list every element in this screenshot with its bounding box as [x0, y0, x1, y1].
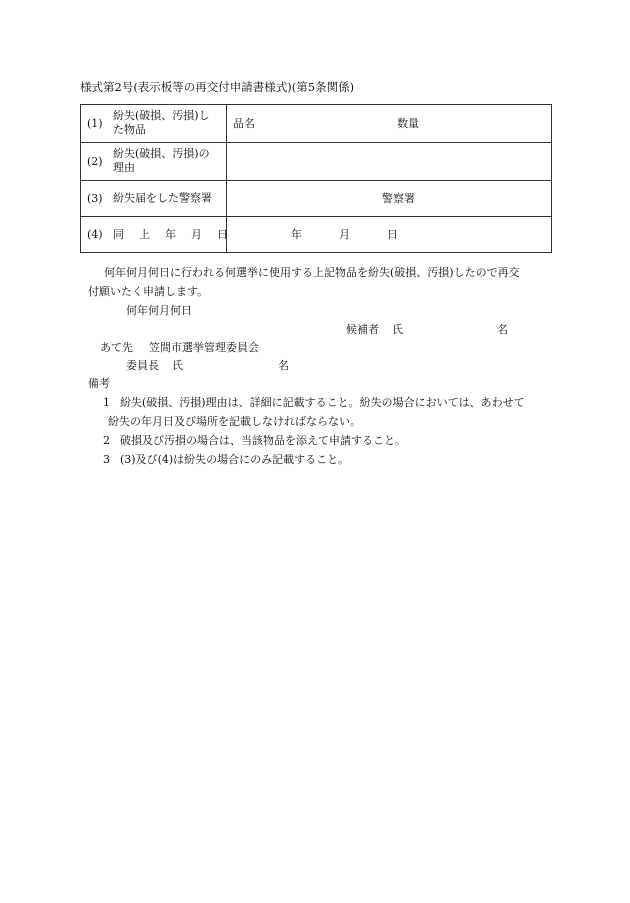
quantity-label: 数量 — [397, 116, 419, 130]
table-row-reason — [81, 143, 552, 181]
row-header — [81, 105, 227, 143]
addressee-prefix: あて先 — [100, 341, 133, 354]
day-label: 日 — [387, 227, 398, 241]
year-label: 年 — [291, 227, 302, 241]
item-name-label: 品名 — [233, 116, 255, 130]
row-header — [81, 181, 227, 217]
application-date: 何年何月何日 — [126, 304, 192, 317]
candidate-label: 候補者 — [346, 323, 379, 336]
row-number: (2) — [87, 154, 103, 168]
application-text-line2: 付願いたく申請します。 — [88, 285, 209, 298]
police-station-label: 警察署 — [382, 191, 415, 205]
row-label: 紛失届をした警察署 — [113, 191, 212, 205]
note-1-number: 1 — [103, 396, 110, 409]
date-field[interactable] — [227, 217, 552, 253]
candidate-mei: 名 — [497, 323, 508, 336]
row-header — [81, 217, 227, 253]
month-label: 月 — [339, 227, 350, 241]
note-1-line2: 紛失の年月日及び場所を記載しなければならない。 — [108, 415, 361, 428]
note-2-number: 2 — [103, 434, 110, 447]
notes-heading: 備考 — [88, 377, 110, 390]
candidate-shi: 氏 — [392, 323, 403, 336]
row-label: 紛失(破損、汚損)の 理由 — [113, 146, 210, 175]
note-3-text: (3)及び(4)は紛失の場合にのみ記載すること。 — [120, 453, 350, 466]
row-number: (4) — [87, 227, 103, 241]
chair-label: 委員長 — [126, 359, 159, 372]
row-number: (3) — [87, 191, 103, 205]
note-2-text: 破損及び汚損の場合は、当該物品を添えて申請すること。 — [120, 434, 406, 447]
reason-field[interactable] — [227, 143, 552, 181]
note-1-line1: 紛失(破損、汚損)理由は、詳細に記載すること。紛失の場合においては、あわせて — [120, 396, 525, 409]
chair-shi: 氏 — [172, 359, 183, 372]
chair-mei: 名 — [278, 359, 289, 372]
application-text-line1: 何年何月何日に行われる何選挙に使用する上記物品を紛失(破損、汚損)したので再交 — [104, 266, 520, 279]
note-3-number: 3 — [103, 453, 110, 466]
table-row-date — [81, 217, 552, 253]
row-label: 同 上 年 月 日 — [113, 227, 228, 241]
row-number: (1) — [87, 116, 103, 130]
application-table — [80, 104, 552, 253]
table-row-police — [81, 181, 552, 217]
police-station-field[interactable] — [227, 181, 552, 217]
table-row-lost-item — [81, 105, 552, 143]
row-label: 紛失(破損、汚損)し た物品 — [113, 108, 210, 137]
form-title: 様式第2号(表示板等の再交付申請書様式)(第5条関係) — [80, 80, 355, 94]
lost-item-field[interactable] — [227, 105, 552, 143]
row-header — [81, 143, 227, 181]
addressee: 笠間市選挙管理委員会 — [149, 341, 259, 354]
